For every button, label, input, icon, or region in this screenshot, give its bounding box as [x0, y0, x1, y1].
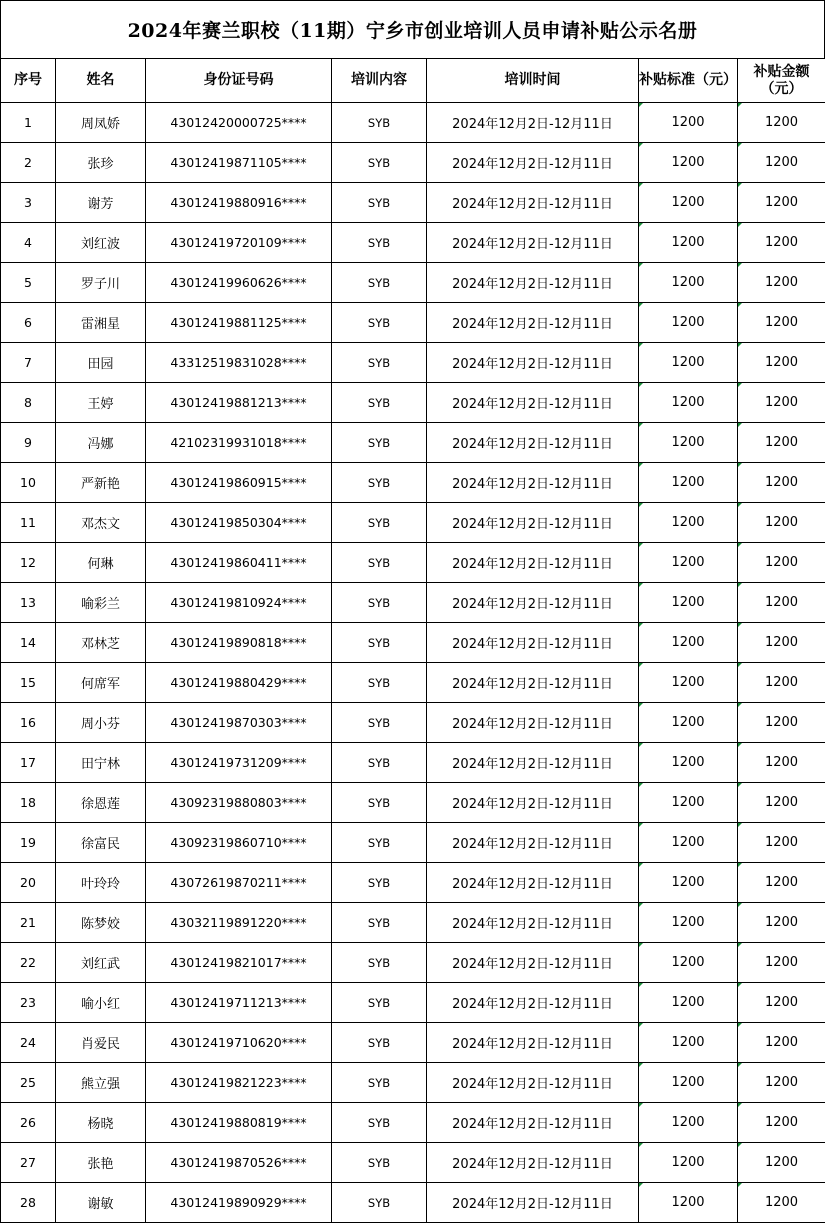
id-number-cell: 43012419880916****: [146, 183, 332, 223]
course-cell: SYB: [332, 423, 427, 463]
amount-cell: 1200: [738, 903, 825, 943]
name-cell: 田宁林: [56, 743, 146, 783]
course-cell: SYB: [332, 183, 427, 223]
id-number-cell: 43012419870526****: [146, 1143, 332, 1183]
header-amount: 补贴金额（元）: [738, 59, 825, 103]
course-cell: SYB: [332, 1063, 427, 1103]
course-cell: SYB: [332, 223, 427, 263]
course-cell: SYB: [332, 703, 427, 743]
period-cell: 2024年12月2日-12月11日: [427, 943, 639, 983]
standard-cell: 1200: [639, 983, 738, 1023]
id-number-cell: 43012419821017****: [146, 943, 332, 983]
table-row: [1, 383, 825, 423]
name-cell: 徐恩莲: [56, 783, 146, 823]
id-number-cell: 43012419880819****: [146, 1103, 332, 1143]
course-cell: SYB: [332, 743, 427, 783]
table-row: [1, 103, 825, 143]
period-cell: 2024年12月2日-12月11日: [427, 1063, 639, 1103]
id-number-cell: 43032119891220****: [146, 903, 332, 943]
standard-cell: 1200: [639, 343, 738, 383]
seq-cell: 18: [1, 783, 56, 823]
course-cell: SYB: [332, 903, 427, 943]
id-number-cell: 43012419731209****: [146, 743, 332, 783]
table-row: [1, 1063, 825, 1103]
table-row: [1, 1143, 825, 1183]
course-cell: SYB: [332, 1143, 427, 1183]
amount-cell: 1200: [738, 703, 825, 743]
seq-cell: 28: [1, 1183, 56, 1223]
amount-cell: 1200: [738, 823, 825, 863]
seq-cell: 15: [1, 663, 56, 703]
period-cell: 2024年12月2日-12月11日: [427, 663, 639, 703]
course-cell: SYB: [332, 383, 427, 423]
standard-cell: 1200: [639, 383, 738, 423]
table-row: [1, 1023, 825, 1063]
seq-cell: 4: [1, 223, 56, 263]
amount-cell: 1200: [738, 503, 825, 543]
id-number-cell: 43012419821223****: [146, 1063, 332, 1103]
amount-cell: 1200: [738, 783, 825, 823]
name-cell: 徐富民: [56, 823, 146, 863]
seq-cell: 9: [1, 423, 56, 463]
name-cell: 张艳: [56, 1143, 146, 1183]
period-cell: 2024年12月2日-12月11日: [427, 383, 639, 423]
course-cell: SYB: [332, 303, 427, 343]
amount-cell: 1200: [738, 103, 825, 143]
id-number-cell: 42102319931018****: [146, 423, 332, 463]
amount-cell: 1200: [738, 303, 825, 343]
amount-cell: 1200: [738, 663, 825, 703]
course-cell: SYB: [332, 1183, 427, 1223]
standard-cell: 1200: [639, 1063, 738, 1103]
course-cell: SYB: [332, 263, 427, 303]
period-cell: 2024年12月2日-12月11日: [427, 303, 639, 343]
period-cell: 2024年12月2日-12月11日: [427, 543, 639, 583]
amount-cell: 1200: [738, 1023, 825, 1063]
period-cell: 2024年12月2日-12月11日: [427, 823, 639, 863]
amount-cell: 1200: [738, 623, 825, 663]
id-number-cell: 43012419890929****: [146, 1183, 332, 1223]
course-cell: SYB: [332, 1103, 427, 1143]
course-cell: SYB: [332, 623, 427, 663]
seq-cell: 26: [1, 1103, 56, 1143]
table-row: [1, 503, 825, 543]
course-cell: SYB: [332, 983, 427, 1023]
name-cell: 叶玲玲: [56, 863, 146, 903]
seq-cell: 10: [1, 463, 56, 503]
table-row: [1, 143, 825, 183]
header-standard: 补贴标准（元）: [639, 59, 738, 103]
name-cell: 王婷: [56, 383, 146, 423]
seq-cell: 6: [1, 303, 56, 343]
standard-cell: 1200: [639, 703, 738, 743]
standard-cell: 1200: [639, 903, 738, 943]
seq-cell: 20: [1, 863, 56, 903]
course-cell: SYB: [332, 463, 427, 503]
standard-cell: 1200: [639, 183, 738, 223]
table-row: [1, 183, 825, 223]
amount-cell: 1200: [738, 463, 825, 503]
standard-cell: 1200: [639, 1103, 738, 1143]
period-cell: 2024年12月2日-12月11日: [427, 743, 639, 783]
period-cell: 2024年12月2日-12月11日: [427, 703, 639, 743]
course-cell: SYB: [332, 823, 427, 863]
amount-cell: 1200: [738, 223, 825, 263]
amount-cell: 1200: [738, 983, 825, 1023]
name-cell: 邓林芝: [56, 623, 146, 663]
table-row: [1, 343, 825, 383]
amount-cell: 1200: [738, 1103, 825, 1143]
table-row: [1, 263, 825, 303]
seq-cell: 14: [1, 623, 56, 663]
header-period: 培训时间: [427, 59, 639, 103]
id-number-cell: 43312519831028****: [146, 343, 332, 383]
standard-cell: 1200: [639, 743, 738, 783]
name-cell: 罗子川: [56, 263, 146, 303]
table-row: [1, 743, 825, 783]
amount-cell: 1200: [738, 143, 825, 183]
name-cell: 熊立强: [56, 1063, 146, 1103]
id-number-cell: 43072619870211****: [146, 863, 332, 903]
table-row: [1, 983, 825, 1023]
period-cell: 2024年12月2日-12月11日: [427, 103, 639, 143]
period-cell: 2024年12月2日-12月11日: [427, 1143, 639, 1183]
period-cell: 2024年12月2日-12月11日: [427, 183, 639, 223]
table-row: [1, 903, 825, 943]
standard-cell: 1200: [639, 583, 738, 623]
name-cell: 张珍: [56, 143, 146, 183]
seq-cell: 1: [1, 103, 56, 143]
name-cell: 陈梦姣: [56, 903, 146, 943]
name-cell: 刘红武: [56, 943, 146, 983]
period-cell: 2024年12月2日-12月11日: [427, 143, 639, 183]
course-cell: SYB: [332, 503, 427, 543]
id-number-cell: 43012419850304****: [146, 503, 332, 543]
header-id: 身份证号码: [146, 59, 332, 103]
name-cell: 周小芬: [56, 703, 146, 743]
standard-cell: 1200: [639, 263, 738, 303]
standard-cell: 1200: [639, 423, 738, 463]
course-cell: SYB: [332, 103, 427, 143]
standard-cell: 1200: [639, 663, 738, 703]
seq-cell: 17: [1, 743, 56, 783]
amount-cell: 1200: [738, 943, 825, 983]
period-cell: 2024年12月2日-12月11日: [427, 783, 639, 823]
name-cell: 喻小红: [56, 983, 146, 1023]
name-cell: 何琳: [56, 543, 146, 583]
table-row: [1, 943, 825, 983]
seq-cell: 24: [1, 1023, 56, 1063]
course-cell: SYB: [332, 143, 427, 183]
period-cell: 2024年12月2日-12月11日: [427, 423, 639, 463]
table-row: [1, 583, 825, 623]
header-row: [1, 59, 825, 103]
course-cell: SYB: [332, 663, 427, 703]
name-cell: 田园: [56, 343, 146, 383]
id-number-cell: 43012419960626****: [146, 263, 332, 303]
id-number-cell: 43012419881125****: [146, 303, 332, 343]
amount-cell: 1200: [738, 263, 825, 303]
id-number-cell: 43012419710620****: [146, 1023, 332, 1063]
period-cell: 2024年12月2日-12月11日: [427, 1023, 639, 1063]
name-cell: 谢芳: [56, 183, 146, 223]
seq-cell: 23: [1, 983, 56, 1023]
course-cell: SYB: [332, 1023, 427, 1063]
standard-cell: 1200: [639, 783, 738, 823]
seq-cell: 21: [1, 903, 56, 943]
period-cell: 2024年12月2日-12月11日: [427, 343, 639, 383]
period-cell: 2024年12月2日-12月11日: [427, 583, 639, 623]
seq-cell: 7: [1, 343, 56, 383]
standard-cell: 1200: [639, 1183, 738, 1223]
amount-cell: 1200: [738, 543, 825, 583]
standard-cell: 1200: [639, 823, 738, 863]
period-cell: 2024年12月2日-12月11日: [427, 223, 639, 263]
id-number-cell: 43012419881213****: [146, 383, 332, 423]
standard-cell: 1200: [639, 463, 738, 503]
course-cell: SYB: [332, 543, 427, 583]
course-cell: SYB: [332, 943, 427, 983]
amount-cell: 1200: [738, 1063, 825, 1103]
table-row: [1, 1103, 825, 1143]
table-row: [1, 623, 825, 663]
period-cell: 2024年12月2日-12月11日: [427, 863, 639, 903]
standard-cell: 1200: [639, 543, 738, 583]
course-cell: SYB: [332, 343, 427, 383]
seq-cell: 12: [1, 543, 56, 583]
course-cell: SYB: [332, 783, 427, 823]
roster-body: [1, 103, 825, 1223]
id-number-cell: 43012419720109****: [146, 223, 332, 263]
period-cell: 2024年12月2日-12月11日: [427, 903, 639, 943]
amount-cell: 1200: [738, 423, 825, 463]
id-number-cell: 43012419870303****: [146, 703, 332, 743]
id-number-cell: 43092319880803****: [146, 783, 332, 823]
name-cell: 严新艳: [56, 463, 146, 503]
amount-cell: 1200: [738, 863, 825, 903]
standard-cell: 1200: [639, 1143, 738, 1183]
seq-cell: 25: [1, 1063, 56, 1103]
header-seq: 序号: [1, 59, 56, 103]
seq-cell: 19: [1, 823, 56, 863]
table-row: [1, 463, 825, 503]
table-row: [1, 423, 825, 463]
seq-cell: 16: [1, 703, 56, 743]
name-cell: 喻彩兰: [56, 583, 146, 623]
name-cell: 邓杰文: [56, 503, 146, 543]
table-row: [1, 823, 825, 863]
seq-cell: 3: [1, 183, 56, 223]
name-cell: 刘红波: [56, 223, 146, 263]
amount-cell: 1200: [738, 343, 825, 383]
id-number-cell: 43012420000725****: [146, 103, 332, 143]
id-number-cell: 43012419711213****: [146, 983, 332, 1023]
document-title: 2024年赛兰职校（11期）宁乡市创业培训人员申请补贴公示名册: [0, 0, 825, 58]
id-number-cell: 43012419890818****: [146, 623, 332, 663]
table-row: [1, 783, 825, 823]
table-row: [1, 863, 825, 903]
seq-cell: 2: [1, 143, 56, 183]
name-cell: 杨晓: [56, 1103, 146, 1143]
amount-cell: 1200: [738, 383, 825, 423]
seq-cell: 22: [1, 943, 56, 983]
seq-cell: 8: [1, 383, 56, 423]
period-cell: 2024年12月2日-12月11日: [427, 263, 639, 303]
amount-cell: 1200: [738, 1183, 825, 1223]
period-cell: 2024年12月2日-12月11日: [427, 1103, 639, 1143]
table-row: [1, 543, 825, 583]
name-cell: 雷湘星: [56, 303, 146, 343]
standard-cell: 1200: [639, 503, 738, 543]
name-cell: 周凤娇: [56, 103, 146, 143]
amount-cell: 1200: [738, 743, 825, 783]
header-course: 培训内容: [332, 59, 427, 103]
name-cell: 肖爱民: [56, 1023, 146, 1063]
table-row: [1, 303, 825, 343]
period-cell: 2024年12月2日-12月11日: [427, 623, 639, 663]
id-number-cell: 43012419860915****: [146, 463, 332, 503]
standard-cell: 1200: [639, 143, 738, 183]
period-cell: 2024年12月2日-12月11日: [427, 1183, 639, 1223]
period-cell: 2024年12月2日-12月11日: [427, 503, 639, 543]
period-cell: 2024年12月2日-12月11日: [427, 983, 639, 1023]
standard-cell: 1200: [639, 943, 738, 983]
seq-cell: 13: [1, 583, 56, 623]
standard-cell: 1200: [639, 863, 738, 903]
id-number-cell: 43012419810924****: [146, 583, 332, 623]
id-number-cell: 43012419871105****: [146, 143, 332, 183]
table-row: [1, 1183, 825, 1223]
table-row: [1, 663, 825, 703]
standard-cell: 1200: [639, 623, 738, 663]
standard-cell: 1200: [639, 1023, 738, 1063]
name-cell: 何席军: [56, 663, 146, 703]
seq-cell: 27: [1, 1143, 56, 1183]
roster-table: [0, 58, 825, 1223]
standard-cell: 1200: [639, 103, 738, 143]
standard-cell: 1200: [639, 303, 738, 343]
course-cell: SYB: [332, 863, 427, 903]
id-number-cell: 43012419860411****: [146, 543, 332, 583]
table-row: [1, 223, 825, 263]
amount-cell: 1200: [738, 583, 825, 623]
standard-cell: 1200: [639, 223, 738, 263]
period-cell: 2024年12月2日-12月11日: [427, 463, 639, 503]
name-cell: 谢敏: [56, 1183, 146, 1223]
table-row: [1, 703, 825, 743]
id-number-cell: 43092319860710****: [146, 823, 332, 863]
amount-cell: 1200: [738, 183, 825, 223]
name-cell: 冯娜: [56, 423, 146, 463]
seq-cell: 11: [1, 503, 56, 543]
amount-cell: 1200: [738, 1143, 825, 1183]
id-number-cell: 43012419880429****: [146, 663, 332, 703]
header-name: 姓名: [56, 59, 146, 103]
course-cell: SYB: [332, 583, 427, 623]
seq-cell: 5: [1, 263, 56, 303]
